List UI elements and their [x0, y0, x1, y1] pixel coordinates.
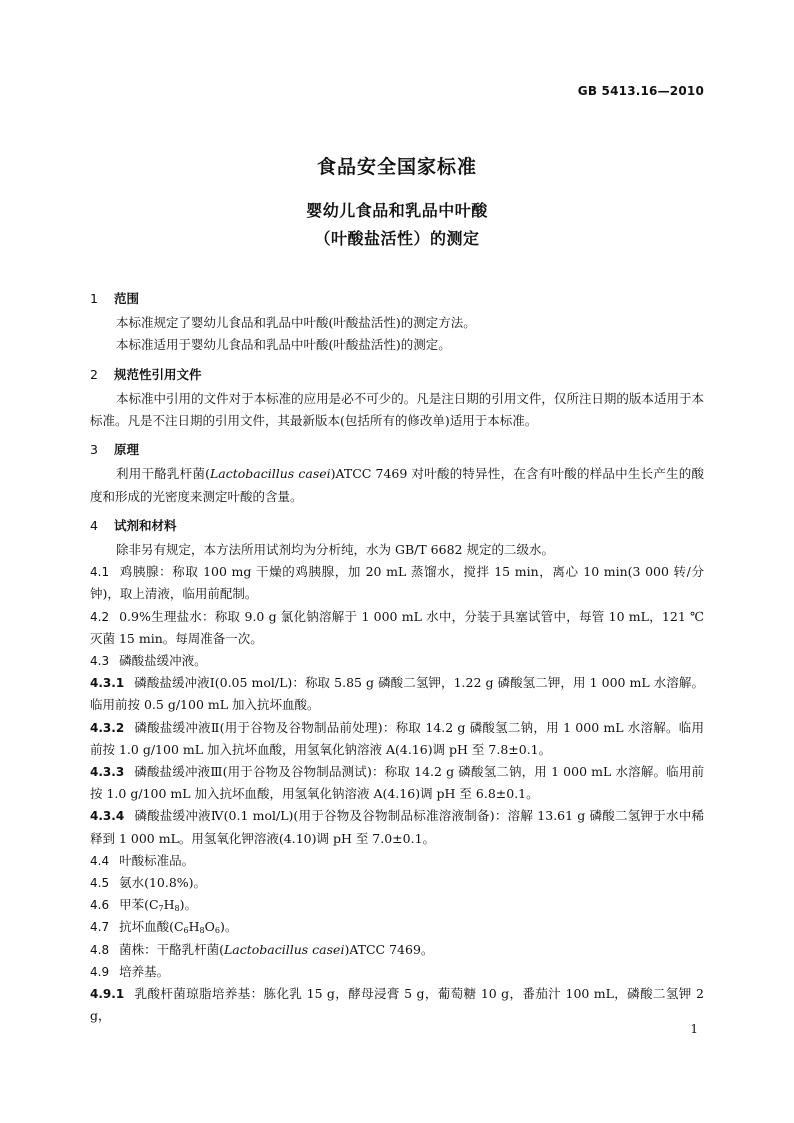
text-run: )ATCC 7469。: [344, 941, 434, 957]
clause-text: 磷酸盐缓冲液。: [119, 653, 207, 669]
clause-number: 4.5: [90, 876, 110, 891]
paragraph: 本标准中引用的文件对于本标准的应用是必不可少的。凡是注日期的引用文件，仅所注日期的版本适用于本标准。凡是不注日期的引用文件，其最新版本(包括所有的修改单)适用于本标准。: [90, 390, 704, 429]
clause-number: 4.3.2: [90, 720, 125, 735]
clause-text: 氨水(10.8%)。: [119, 875, 207, 891]
text-run: 抗坏血酸(C: [119, 919, 184, 935]
section-title: 范围: [114, 291, 140, 306]
section-number: 2: [90, 366, 98, 382]
section-number: 4: [90, 517, 98, 533]
text-run: 利用干酪乳杆菌(: [116, 466, 210, 482]
clause-text: 乳酸杆菌琼脂培养基：胨化乳 15 g，酵母浸膏 5 g，葡萄糖 10 g，番茄汁 100 mL，磷酸二氢钾 2 g，: [90, 986, 704, 1024]
clause-number: 4.4: [90, 853, 110, 868]
subscript: 7: [158, 904, 164, 914]
clause-text: 磷酸盐缓冲液Ⅱ(用于谷物及谷物制品前处理)：称取 14.2 g 磷酸氢二钠，用 1 000 mL 水溶解。临用前按 1.0 g/100 mL 加入抗坏血酸，用氢氧化钠溶液 A(4.16)调 pH 至 7.8±0.1。: [90, 719, 704, 757]
clause-text: 鸡胰腺：称取 100 mg 干燥的鸡胰腺，加 20 mL 蒸馏水，搅拌 15 min，离心 10 min(3 000 转/分钟)，取上清液，临用前配制。: [90, 564, 704, 602]
text-run: O: [204, 919, 215, 935]
standard-code: GB 5413.16—2010: [577, 84, 704, 98]
clause-text: 培养基。: [119, 963, 170, 979]
text-run: )。: [179, 897, 198, 913]
clause-4-3: [90, 650, 704, 672]
clause-text: 叶酸标准品。: [119, 852, 195, 868]
text-run: H: [188, 919, 200, 935]
clause-text: 磷酸盐缓冲液Ⅰ(0.05 mol/L)：称取 5.85 g 磷酸二氢钾，1.22 g 磷酸氢二钾，用 1 000 mL 水溶解。临用前按 0.5 g/100 mL 加入抗坏血酸。: [90, 675, 704, 713]
clause-text: 磷酸盐缓冲液Ⅲ(用于谷物及谷物制品测试)：称取 14.2 g 磷酸氢二钠，用 1 000 mL 水溶解。临用前按 1.0 g/100 mL 加入抗坏血酸，用氢氧化钠溶液 A(4.16)调 pH 至 6.8±0.1。: [90, 764, 704, 802]
clause-4-3-2: [90, 717, 704, 761]
clause-4-3-3: [90, 761, 704, 805]
document-title: 食品安全国家标准: [316, 156, 477, 178]
section-title: 原理: [114, 442, 140, 458]
clause-4-6: [90, 894, 704, 916]
clause-4-9-1: [90, 983, 704, 1027]
clause-4-3-4: [90, 805, 704, 849]
document-subtitle-line2: （叶酸盐活性）的测定: [314, 229, 480, 248]
species-name: Lactobacillus casei: [223, 941, 345, 957]
clause-number: 4.1: [90, 565, 110, 580]
document-subtitle-line1: 婴幼儿食品和乳品中叶酸: [306, 201, 488, 220]
page-number: 1: [690, 1022, 698, 1036]
subscript: 8: [174, 904, 180, 914]
text-run: 甲苯(C: [119, 897, 159, 913]
section-number: 3: [90, 442, 98, 458]
text-run: )ATCC 7469 对叶酸的特异性，在含有叶酸的样品中生长产生的酸度和形成的光密度来测定叶酸的含量。: [90, 466, 704, 504]
section-heading-4: [90, 515, 704, 537]
clause-number: 4.2: [90, 609, 110, 624]
clause-4-8: [90, 939, 704, 961]
clause-4-1: [90, 561, 704, 605]
clause-4-4: [90, 850, 704, 872]
subscript: 6: [214, 926, 220, 936]
clause-number: 4.9.1: [90, 987, 125, 1002]
subscript: 6: [183, 926, 189, 936]
clause-4-5: [90, 872, 704, 894]
paragraph: 本标准适用于婴幼儿食品和乳品中叶酸(叶酸盐活性)的测定。: [116, 337, 451, 353]
clause-4-9: [90, 961, 704, 983]
section-number: 1: [90, 291, 98, 306]
clause-number: 4.6: [90, 898, 110, 913]
section-heading-3: [90, 439, 704, 461]
clause-4-7: [90, 916, 704, 938]
clause-number: 4.8: [90, 942, 110, 957]
paragraph: 本标准规定了婴幼儿食品和乳品中叶酸(叶酸盐活性)的测定方法。: [116, 315, 476, 331]
text-run: H: [163, 897, 175, 913]
clause-number: 4.3.3: [90, 765, 125, 780]
species-name: Lactobacillus casei: [209, 466, 331, 482]
section-heading-2: [90, 364, 704, 386]
clause-4-2: [90, 606, 704, 650]
section-title: 规范性引用文件: [114, 366, 202, 382]
clause-text: 0.9%生理盐水：称取 9.0 g 氯化钠溶解于 1 000 mL 水中，分装于具塞试管中，每管 10 mL，121 ℃灭菌 15 min。每周准备一次。: [90, 608, 704, 646]
clause-text: 磷酸盐缓冲液Ⅳ(0.1 mol/L)(用于谷物及谷物制品标准溶液制备)：溶解 13.61 g 磷酸二氢钾于水中稀释到 1 000 mL。用氢氧化钾溶液(4.10)调 pH 至 7.0±0.1。: [90, 808, 704, 846]
text-run: )。: [219, 919, 238, 935]
clause-number: 4.7: [90, 920, 110, 935]
text-run: 菌株：干酪乳杆菌(: [119, 941, 224, 957]
document-body: [90, 288, 704, 1028]
section-heading-1: [90, 288, 704, 310]
clause-number: 4.3.4: [90, 809, 125, 824]
section-title: 试剂和材料: [114, 517, 177, 533]
clause-4-3-1: [90, 672, 704, 716]
clause-number: 4.3.1: [90, 676, 125, 691]
paragraph: 除非另有规定，本方法所用试剂均为分析纯，水为 GB/T 6682 规定的二级水。: [116, 542, 554, 558]
clause-number: 4.9: [90, 964, 110, 979]
subscript: 8: [199, 926, 205, 936]
paragraph: [90, 463, 704, 507]
clause-number: 4.3: [90, 654, 110, 669]
